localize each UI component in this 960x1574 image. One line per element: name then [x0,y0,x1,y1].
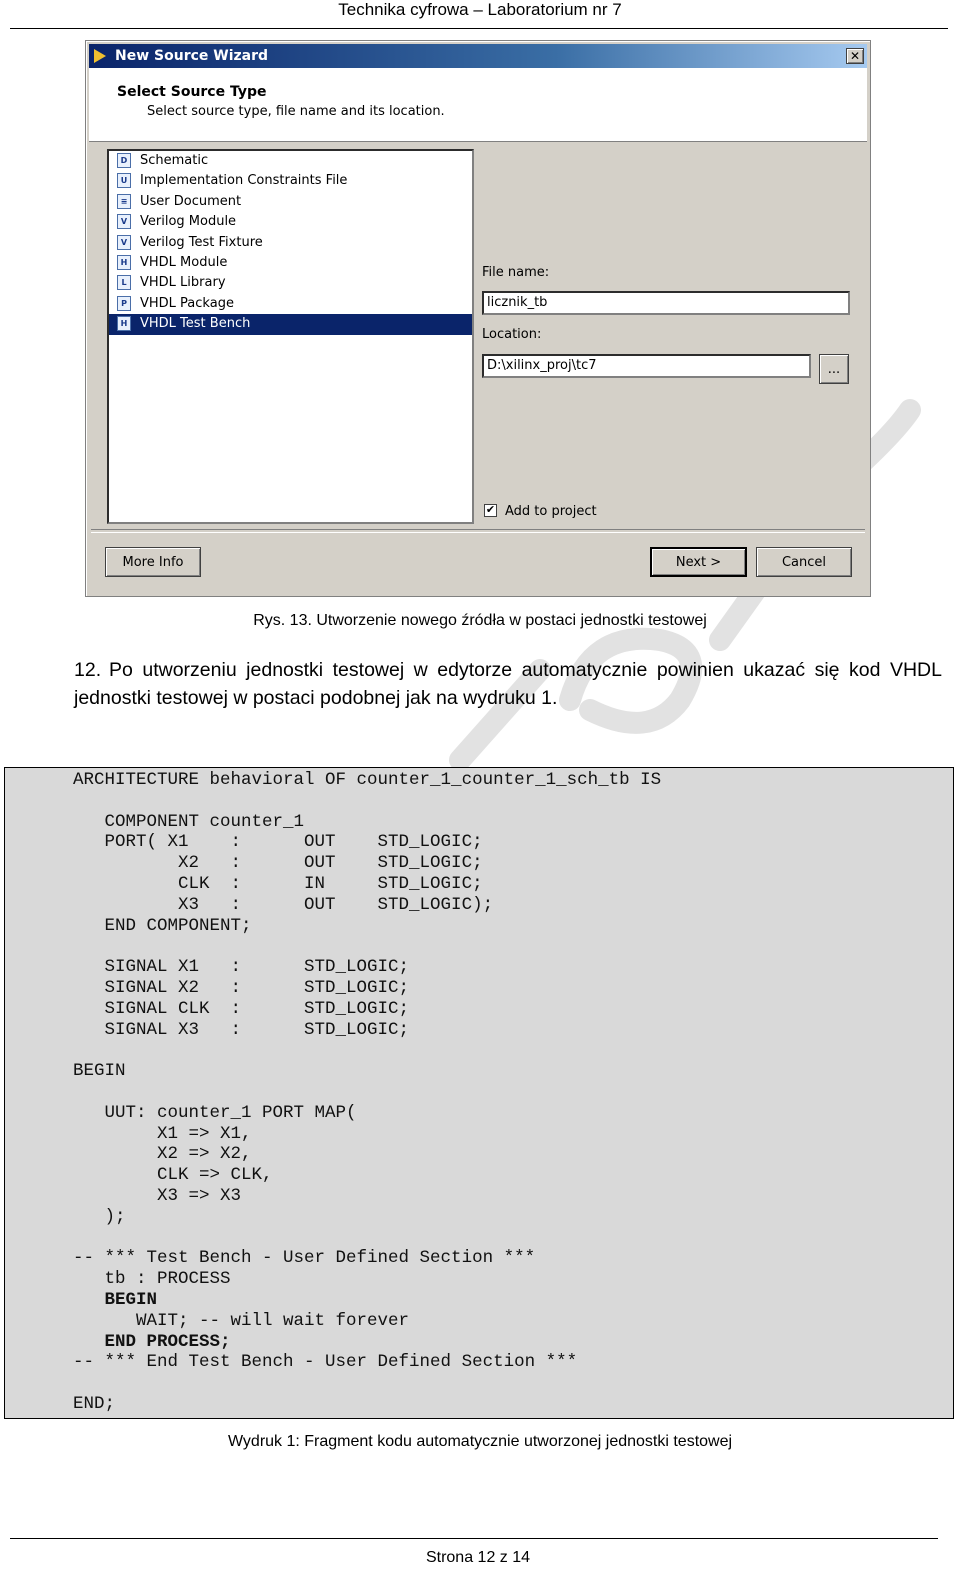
wizard-heading: Select Source Type [117,84,267,100]
code-line: X1 => X1, [73,1123,252,1144]
code-line: BEGIN [73,1289,158,1310]
code-line: END PROCESS; [73,1331,231,1352]
source-type-item[interactable] [109,233,472,253]
source-type-item[interactable] [109,253,472,273]
vhdl-library-icon: L [117,275,131,290]
code-line: X3 : OUT STD_LOGIC); [73,894,494,915]
code-line: ); [73,1206,126,1227]
source-type-label: Verilog Module [140,214,237,230]
code-line: X3 => X3 [73,1185,242,1206]
source-type-item[interactable] [109,273,472,293]
button-separator [91,529,865,533]
page-header: Technika cyfrowa – Laboratorium nr 7 [338,0,622,19]
wizard-subheading: Select source type, file name and its location. [147,104,445,119]
footer-rule [10,1538,938,1539]
browse-button[interactable]: ... [819,354,849,384]
source-type-label: VHDL Test Bench [140,316,251,332]
paragraph-text: Po utworzeniu jednostki testowej w edytorze automatycznie powinien ukazać się kod VHDL jednostki testowej w postaci podobnej jak na wydruku 1. [74,659,942,709]
code-listing [4,767,954,1419]
paragraph-number: 12. [74,659,102,681]
source-type-label: VHDL Library [140,275,226,291]
source-type-item[interactable] [109,314,472,334]
close-button[interactable]: ✕ [846,48,864,64]
source-type-label: Verilog Test Fixture [140,234,263,250]
figure-caption: Rys. 13. Utworzenie nowego źródła w postaci jednostki testowej [253,612,707,629]
dialog-title: New Source Wizard [115,48,269,64]
new-source-wizard-dialog [85,40,871,597]
vhdl-module-icon: H [117,255,131,270]
code-line: tb : PROCESS [73,1269,231,1290]
source-type-item[interactable] [109,192,472,212]
vhdl-package-icon: P [117,296,131,311]
source-type-label: VHDL Package [140,295,234,311]
page-number: Strona 12 z 14 [425,1549,531,1566]
wizard-header [89,68,867,142]
code-line: -- *** Test Bench - User Defined Section *** [73,1248,536,1269]
vhdl-code [73,770,661,1415]
location-input[interactable]: D:\xilinx_proj\tc7 [482,354,811,378]
code-line: ARCHITECTURE behavioral OF counter_1_counter_1_sch_tb IS [73,770,662,790]
code-line: SIGNAL X1 : STD_LOGIC; [73,957,410,978]
code-line: SIGNAL X3 : STD_LOGIC; [73,1019,410,1040]
code-line: BEGIN [73,1061,126,1082]
code-line: PORT( X1 : OUT STD_LOGIC; [73,832,483,853]
document-icon: ≡ [117,194,131,209]
source-type-item[interactable] [109,294,472,314]
code-line: WAIT; -- will wait forever [73,1310,410,1331]
source-type-item[interactable] [109,171,472,191]
next-button[interactable]: Next > [650,547,747,577]
source-type-item[interactable] [109,212,472,232]
location-label: Location: [482,327,542,342]
more-info-button[interactable]: More Info [105,547,201,577]
source-type-label: Implementation Constraints File [140,173,348,189]
source-type-label: User Document [140,193,242,209]
add-to-project-checkbox[interactable]: ✔ [485,504,496,516]
code-line: -- *** End Test Bench - User Defined Section *** [73,1352,578,1373]
source-type-label: Schematic [140,153,209,168]
code-line: X2 => X2, [73,1144,252,1165]
source-type-label: VHDL Module [140,254,228,270]
source-type-item[interactable] [109,151,472,171]
wizard-icon [94,49,106,63]
code-line: CLK => CLK, [73,1165,273,1186]
schematic-icon: D [117,153,131,168]
instruction-paragraph [74,657,942,712]
file-name-input[interactable]: licznik_tb [482,291,850,315]
code-line: UUT: counter_1 PORT MAP( [73,1102,357,1123]
verilog-module-icon: V [117,214,131,229]
vhdl-test-bench-icon: H [117,316,131,331]
code-line: END; [73,1393,116,1414]
file-name-label: File name: [482,265,550,280]
dialog-titlebar [89,44,867,68]
constraints-file-icon: U [117,173,131,188]
add-to-project-label: Add to project [505,504,597,519]
header-rule [10,28,948,29]
code-caption: Wydruk 1: Fragment kodu automatycznie utworzonej jednostki testowej [227,1433,733,1450]
code-line: X2 : OUT STD_LOGIC; [73,853,483,874]
cancel-button[interactable]: Cancel [756,547,852,577]
verilog-test-fixture-icon: V [117,235,131,250]
code-line: END COMPONENT; [73,915,252,936]
code-line: CLK : IN STD_LOGIC; [73,873,483,894]
code-line: COMPONENT counter_1 [73,811,305,832]
code-line: SIGNAL X2 : STD_LOGIC; [73,977,410,998]
source-type-list[interactable] [107,149,474,524]
code-line: SIGNAL CLK : STD_LOGIC; [73,998,410,1019]
